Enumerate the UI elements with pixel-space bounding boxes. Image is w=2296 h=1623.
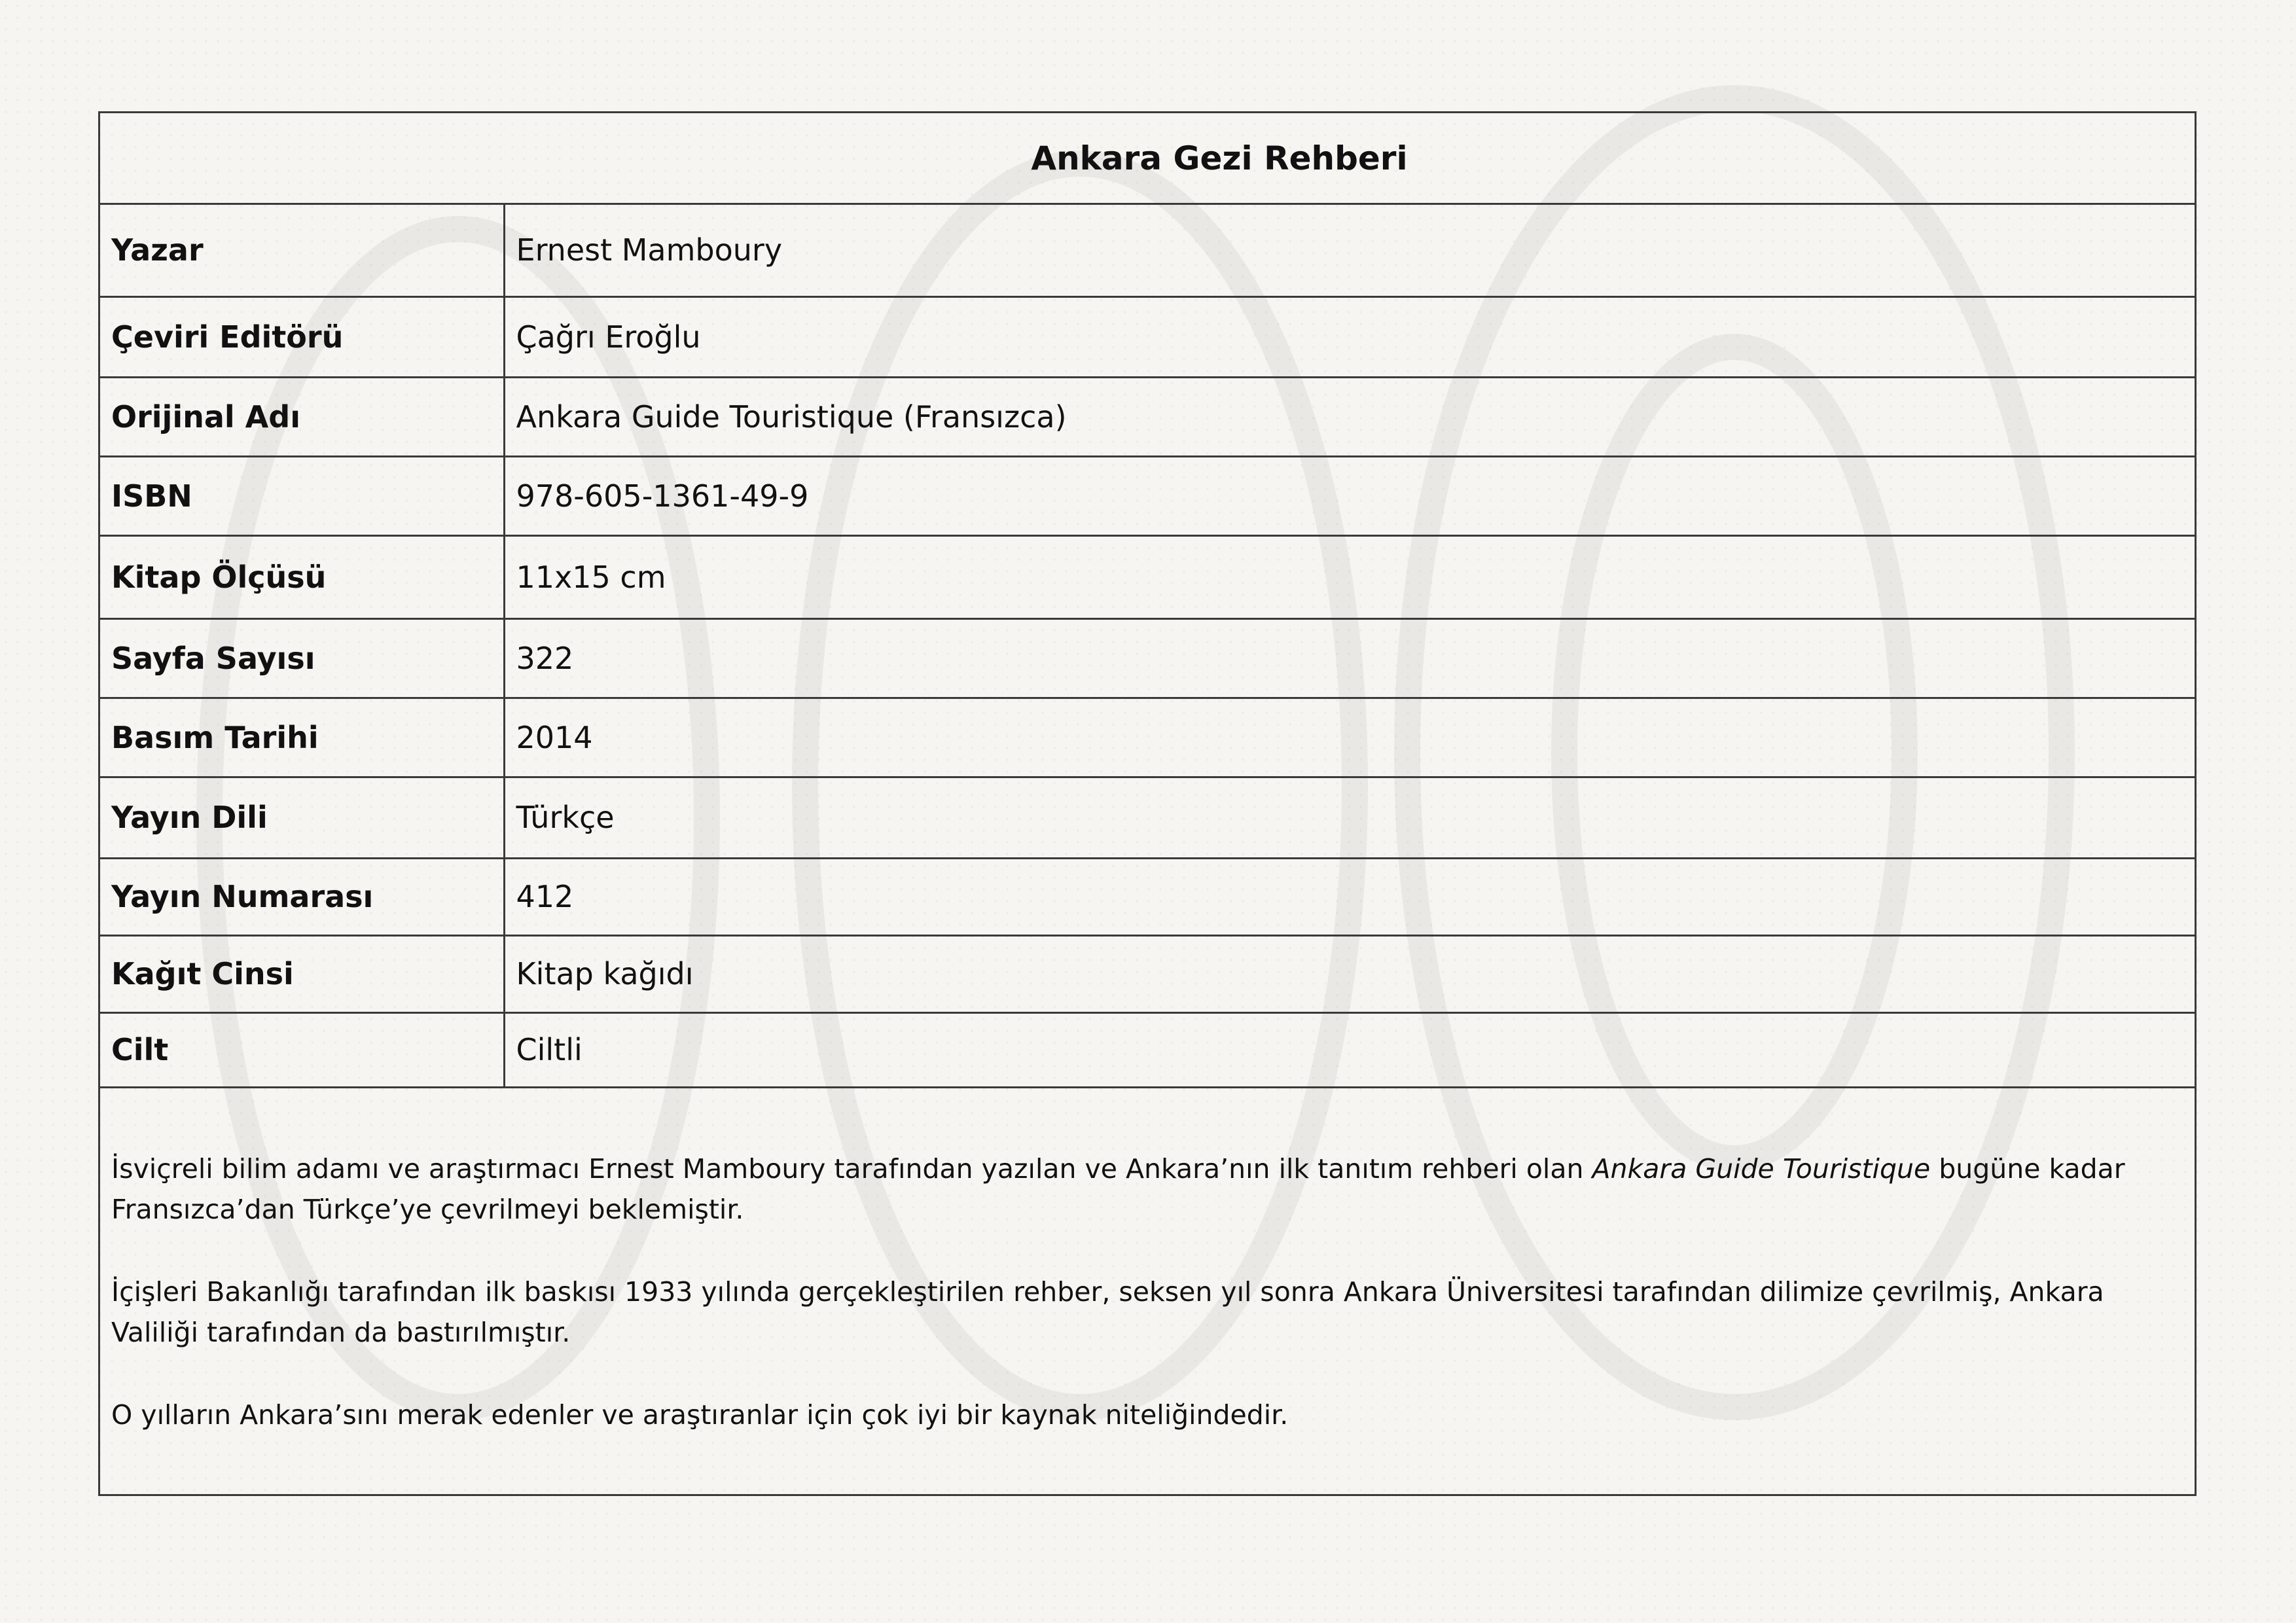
row-value: Türkçe — [504, 777, 2195, 858]
table-row — [100, 296, 2195, 377]
title-row — [100, 113, 2195, 205]
row-label: Kitap Ölçüsü — [100, 535, 504, 618]
row-value: Ernest Mamboury — [504, 205, 2195, 296]
table-row — [100, 1012, 2195, 1087]
row-label: Yazar — [100, 205, 504, 296]
row-value: Ankara Guide Touristique (Fransızca) — [504, 377, 2195, 456]
book-title: Ankara Gezi Rehberi — [1031, 139, 1408, 177]
row-label: Orijinal Adı — [100, 377, 504, 456]
table-row — [100, 377, 2195, 456]
row-value: 978-605-1361-49-9 — [504, 456, 2195, 535]
row-label: ISBN — [100, 456, 504, 535]
row-label: Kağıt Cinsi — [100, 935, 504, 1012]
description-text: bugüne kadar Fransızca’dan Türkçe’ye çevrilmeyi beklemiştir. — [111, 1153, 2125, 1225]
description-paragraph — [111, 1149, 2173, 1230]
book-info-table — [100, 205, 2195, 1088]
row-value: Kitap kağıdı — [504, 935, 2195, 1012]
description-paragraph: O yılların Ankara’sını merak edenler ve araştıranlar için çok iyi bir kaynak niteliğindedir. — [111, 1399, 1289, 1431]
row-value: Çağrı Eroğlu — [504, 296, 2195, 377]
row-label: Sayfa Sayısı — [100, 618, 504, 698]
row-value: 11x15 cm — [504, 535, 2195, 618]
row-value: 322 — [504, 618, 2195, 698]
table-row — [100, 618, 2195, 698]
table-row — [100, 777, 2195, 858]
table-row — [100, 205, 2195, 296]
table-row — [100, 935, 2195, 1012]
book-info-sheet — [98, 111, 2197, 1496]
row-label: Yayın Dili — [100, 777, 504, 858]
original-title-italic: Ankara Guide Touristique — [1592, 1153, 1931, 1185]
description-text: İsviçreli bilim adamı ve araştırmacı Ernest Mamboury tarafından yazılan ve Ankara’nın ilk tanıtım rehberi olan — [111, 1153, 1592, 1185]
row-value: 2014 — [504, 698, 2195, 777]
table-row — [100, 535, 2195, 618]
row-label: Cilt — [100, 1012, 504, 1087]
description-paragraph: İçişleri Bakanlığı tarafından ilk baskısı 1933 yılında gerçekleştirilen rehber, seksen yıl sonra Ankara Üniversitesi tarafından dilimize çevrilmiş, Ankara Valiliği tarafından da bastırılmıştır. — [111, 1276, 2104, 1348]
table-row — [100, 858, 2195, 935]
table-row — [100, 456, 2195, 535]
row-value: 412 — [504, 858, 2195, 935]
row-label: Çeviri Editörü — [100, 296, 504, 377]
row-label: Basım Tarihi — [100, 698, 504, 777]
book-description — [111, 1149, 2173, 1477]
row-value: Ciltli — [504, 1012, 2195, 1087]
row-label: Yayın Numarası — [100, 858, 504, 935]
table-row — [100, 698, 2195, 777]
